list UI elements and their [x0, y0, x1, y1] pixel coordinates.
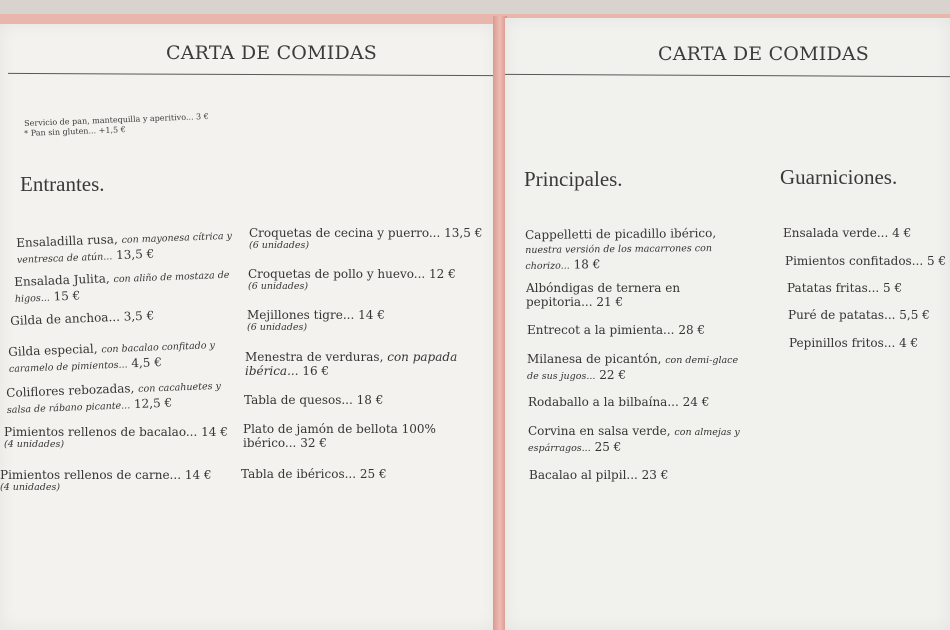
list-item: Tabla de ibéricos... 25 €	[241, 467, 387, 481]
list-item: Ensaladilla rusa, con mayonesa cítrica y ventresca de atún... 13,5 €	[16, 230, 233, 266]
list-item: Puré de patatas... 5,5 €	[788, 308, 930, 322]
list-item: Pimientos confitados... 5 €	[785, 254, 947, 268]
list-item: Gilda de anchoa... 3,5 €	[10, 308, 155, 328]
left-title-rule	[8, 73, 496, 76]
list-item: Rodaballo a la bilbaína... 24 €	[528, 395, 710, 409]
list-item: Pepinillos fritos... 4 €	[789, 336, 919, 350]
left-page-title: CARTA DE COMIDAS	[166, 42, 378, 64]
list-item: Albóndigas de ternera en pepitoria... 21 €	[526, 281, 681, 309]
right-title-rule	[505, 74, 950, 77]
entrantes-heading: Entrantes.	[20, 172, 105, 196]
gluten-line: * Pan sin gluten... +1,5 €	[24, 125, 126, 138]
right-page	[505, 18, 950, 630]
list-item: Mejillones tigre... 14 € (6 unidades)	[247, 308, 385, 333]
list-item: Pimientos rellenos de carne... 14 € (4 unidades)	[0, 468, 212, 493]
list-item: Entrecot a la pimienta... 28 €	[527, 323, 706, 337]
right-page-title: CARTA DE COMIDAS	[658, 43, 870, 65]
list-item: Tabla de quesos... 18 €	[244, 393, 384, 407]
principales-heading: Principales.	[524, 167, 623, 191]
list-item: Cappelletti de picadillo ibérico, nuestra versión de los macarrones con chorizo... 18 €	[525, 225, 717, 272]
list-item: Coliflores rebozadas, con cacahuetes y salsa de rábano picante... 12,5 €	[6, 380, 222, 416]
list-item: Plato de jamón de bellota 100% ibérico... 32 €	[243, 422, 436, 450]
list-item: Croquetas de cecina y puerro... 13,5 € (6 unidades)	[249, 226, 483, 251]
list-item: Ensalada Julita, con aliño de mostaza de higos... 15 €	[14, 269, 230, 305]
list-item: Bacalao al pilpil... 23 €	[529, 468, 669, 482]
list-item: Gilda especial, con bacalao confitado y caramelo de pimientos... 4,5 €	[8, 340, 216, 375]
list-item: Milanesa de picantón, con demi-glace de sus jugos... 22 €	[527, 352, 739, 382]
list-item: Croquetas de pollo y huevo... 12 € (6 unidades)	[248, 267, 456, 292]
service-line: Servicio de pan, mantequilla y aperitivo... 3 €	[24, 111, 209, 128]
list-item: Corvina en salsa verde, con almejas y espárragos... 25 €	[528, 424, 740, 454]
list-item: Ensalada verde... 4 €	[783, 226, 912, 240]
guarniciones-heading: Guarniciones.	[780, 165, 898, 189]
list-item: Pimientos rellenos de bacalao... 14 € (4 unidades)	[4, 425, 228, 450]
list-item: Menestra de verduras, con papada ibérica... 16 €	[245, 350, 458, 378]
left-page	[0, 24, 496, 630]
list-item: Patatas fritas... 5 €	[787, 281, 903, 295]
